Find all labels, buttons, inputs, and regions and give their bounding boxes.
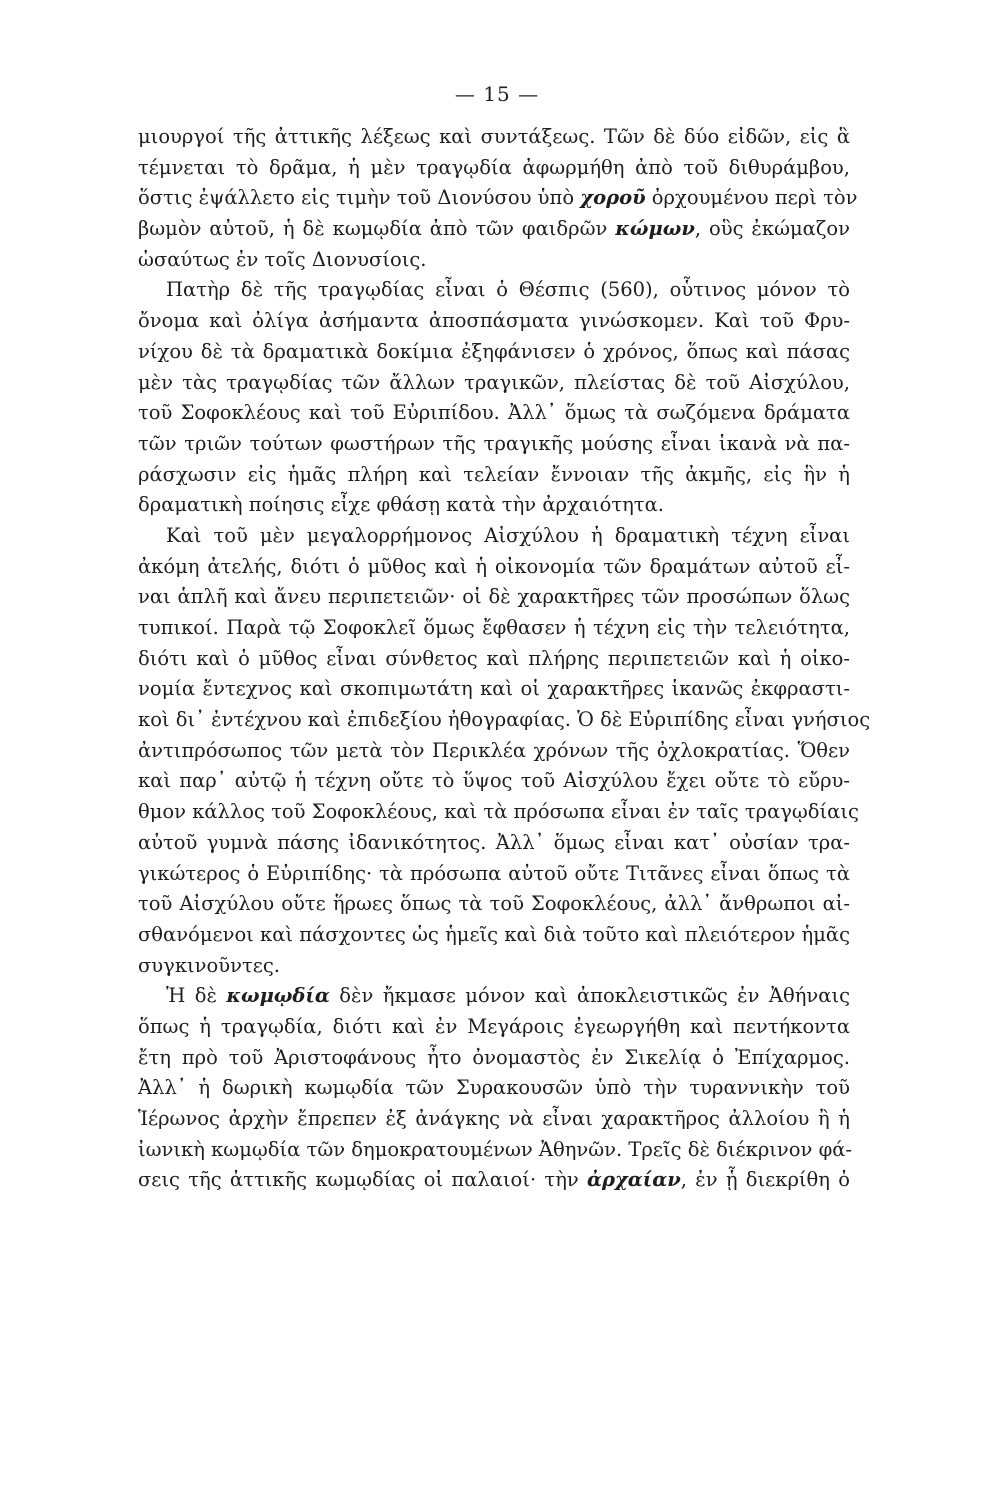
text-line: ὅστις ἐψάλλετο εἰς τιμὴν τοῦ Διονύσου ὑπὸ χοροῦ ὀρχουμένου περὶ τὸν [138,186,858,210]
text-line: βωμὸν αὐτοῦ, ἡ δὲ κωμῳδία ἀπὸ τῶν φαιδρῶν κώμων, οὓς ἐκώμαζον [138,217,850,241]
text-line: Ἡ δὲ κωμῳδία δὲν ἤκμασε μόνον καὶ ἀποκλειστικῶς ἐν Ἀθήναις [166,984,851,1008]
text-line: τυπικοί. Παρὰ τῷ Σοφοκλεῖ ὅμως ἔφθασεν ἡ τέχνη εἰς τὴν τελειότητα, [138,616,850,639]
text-line: κοὶ δι᾽ ἐντέχνου καὶ ἐπιδεξίου ἠθογραφίας. Ὁ δὲ Εὐριπίδης εἶναι γνήσιος [138,708,871,732]
text-line: διότι καὶ ὁ μῦθος εἶναι σύνθετος καὶ πλήρης περιπετειῶν καὶ ἡ οἰκο- [138,646,850,670]
text-line: ἀκόμη ἀτελής, διότι ὁ μῦθος καὶ ἡ οἰκονομία τῶν δραμάτων αὐτοῦ εἶ- [138,554,850,578]
text-line: ὄνομα καὶ ὀλίγα ἀσήμαντα ἀποσπάσματα γινώσκομεν. Καὶ τοῦ Φρυ- [138,309,850,333]
text-line: ναι ἁπλῆ καὶ ἄνευ περιπετειῶν· οἱ δὲ χαρακτῆρες τῶν προσώπων ὅλως [138,585,850,609]
text-line: δραματικὴ ποίησις εἶχε φθάσῃ κατὰ τὴν ἀρχαιότητα. [138,493,664,517]
emphasized-term: κώμων [615,217,695,241]
text-line: σεις τῆς ἀττικῆς κωμῳδίας οἱ παλαιοί· τὴν ἀρχαίαν, ἐν ᾗ διεκρίθη ὁ [138,1168,850,1192]
emphasized-term: ἀρχαίαν [587,1168,681,1192]
text-line: ἰωνικὴ κωμῳδία τῶν δημοκρατουμένων Ἀθηνῶν. Τρεῖς δὲ διέκρινον φά- [138,1137,852,1161]
text-line: ὅπως ἡ τραγῳδία, διότι καὶ ἐν Μεγάροις ἐγεωργήθη καὶ πεντήκοντα [138,1014,850,1038]
text-line: ἀντιπρόσωπος τῶν μετὰ τὸν Περικλέα χρόνων τῆς ὀχλοκρατίας. Ὅθεν [138,738,850,762]
page-number: — 15 — [454,82,540,106]
text-line: σθανόμενοι καὶ πάσχοντες ὡς ἡμεῖς καὶ διὰ τοῦτο καὶ πλειότερον ἡμᾶς [138,922,850,946]
text-line: καὶ παρ᾽ αὐτῷ ἡ τέχνη οὔτε τὸ ὕψος τοῦ Αἰσχύλου ἔχει οὔτε τὸ εὔρυ- [138,769,850,793]
text-line: θμον κάλλος τοῦ Σοφοκλέους, καὶ τὰ πρόσωπα εἶναι ἐν ταῖς τραγῳδίαις [138,800,859,824]
text-line: Ἀλλ᾽ ἡ δωρικὴ κωμῳδία τῶν Συρακουσῶν ὑπὸ τὴν τυραννικὴν τοῦ [138,1076,850,1100]
text-line: τοῦ Σοφοκλέους καὶ τοῦ Εὐριπίδου. Ἀλλ᾽ ὅμως τὰ σωζόμενα δράματα [138,401,850,425]
text-line: Πατὴρ δὲ τῆς τραγῳδίας εἶναι ὁ Θέσπις (560), οὗτινος μόνον τὸ [166,278,850,302]
emphasized-term: χοροῦ [580,186,646,210]
emphasized-term: κωμῳδία [226,984,330,1008]
text-line: τοῦ Αἰσχύλου οὔτε ἥρωες ὅπως τὰ τοῦ Σοφοκλέους, ἀλλ᾽ ἄνθρωποι αἰ- [138,892,850,916]
body-text [138,122,871,1196]
text-line: γικώτερος ὁ Εὐριπίδης· τὰ πρόσωπα αὐτοῦ οὔτε Τιτᾶνες εἶναι ὅπως τὰ [138,861,850,885]
text-line: μιουργοί τῆς ἀττικῆς λέξεως καὶ συντάξεως. Τῶν δὲ δύο εἰδῶν, εἰς ἃ [138,125,850,148]
text-line: τέμνεται τὸ δρᾶμα, ἡ μὲν τραγῳδία ἀφωρμήθη ἀπὸ τοῦ διθυράμβου, [138,155,850,179]
text-line: μὲν τὰς τραγῳδίας τῶν ἄλλων τραγικῶν, πλείστας δὲ τοῦ Αἰσχύλου, [138,370,850,394]
text-line: ἔτη πρὸ τοῦ Ἀριστοφάνους ἦτο ὀνομαστὸς ἐν Σικελίᾳ ὁ Ἐπίχαρμος. [138,1045,850,1069]
text-line: συγκινοῦντες. [138,953,280,977]
text-line: νομία ἔντεχνος καὶ σκοπιμωτάτη καὶ οἱ χαρακτῆρες ἱκανῶς ἐκφραστι- [138,677,850,701]
text-line: τῶν τριῶν τούτων φωστήρων τῆς τραγικῆς μούσης εἶναι ἱκανὰ νὰ πα- [138,431,850,455]
text-line: Καὶ τοῦ μὲν μεγαλορρήμονος Αἰσχύλου ἡ δραματικὴ τέχνη εἶναι [166,523,850,547]
text-line: Ἱέρωνος ἀρχὴν ἔπρεπεν ἐξ ἀνάγκης νὰ εἶναι χαρακτῆρος ἀλλοίου ἢ ἡ [138,1107,850,1130]
text-line: ὡσαύτως ἐν τοῖς Διονυσίοις. [138,247,427,271]
text-line: αὐτοῦ γυμνὰ πάσης ἰδανικότητος. Ἀλλ᾽ ὅμως εἶναι κατ᾽ οὐσίαν τρα- [138,830,850,854]
text-line: ράσχωσιν εἰς ἡμᾶς πλήρη καὶ τελείαν ἔννοιαν τῆς ἀκμῆς, εἰς ἣν ἡ [138,462,850,486]
text-line: νίχου δὲ τὰ δραματικὰ δοκίμια ἐξηφάνισεν ὁ χρόνος, ὅπως καὶ πάσας [138,339,850,363]
